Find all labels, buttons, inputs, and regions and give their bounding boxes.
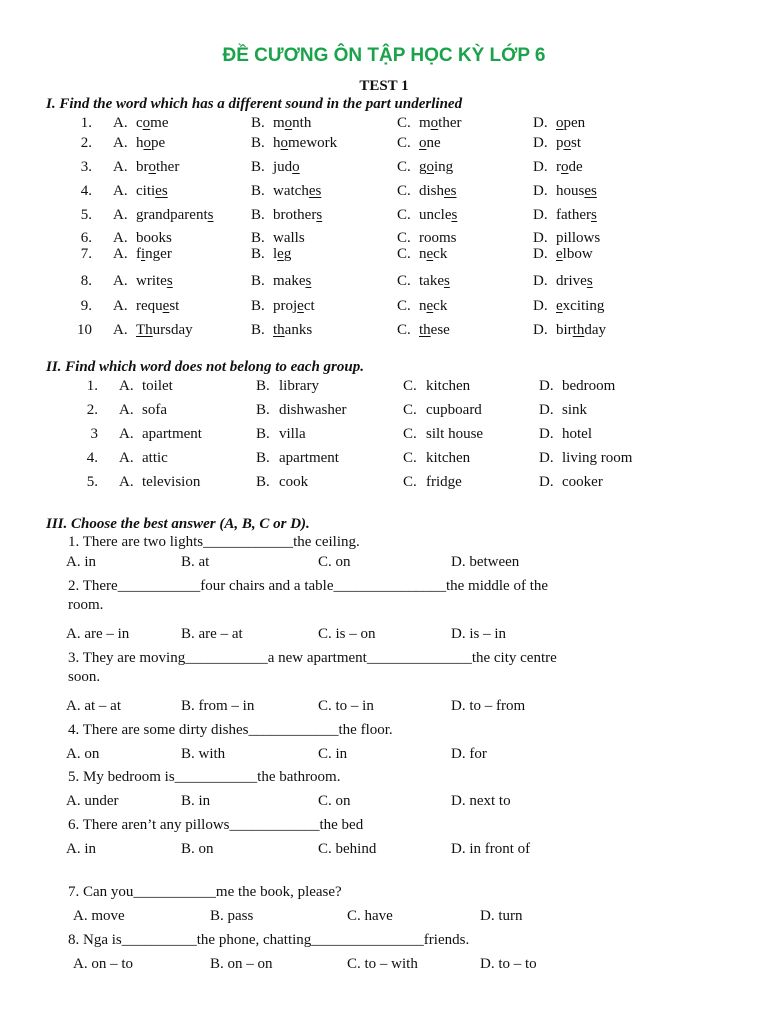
option-word: rode: [556, 159, 583, 175]
option-letter: D.: [533, 322, 548, 338]
question-text-continued: room.: [68, 597, 104, 613]
question-text: 1. There are two lights____________the ceiling.: [68, 534, 360, 550]
question-number: 6.: [80, 230, 92, 246]
option-word: homework: [273, 135, 338, 151]
option-word: living room: [562, 450, 633, 466]
underlined-part: o: [148, 159, 156, 175]
option-letter: A.: [119, 450, 134, 466]
option-word: these: [419, 322, 450, 338]
question-number: 10: [77, 322, 92, 338]
underlined-part: o: [556, 115, 564, 131]
option-letter: D.: [539, 378, 554, 394]
option-word: dishwasher: [279, 402, 347, 418]
option-letter: A.: [113, 159, 128, 175]
option-word: dishes: [419, 183, 457, 199]
option-word: drives: [556, 273, 593, 289]
option-letter: C.: [397, 230, 411, 246]
option-word: bedroom: [562, 378, 616, 394]
option-letter: C.: [397, 246, 411, 262]
option-letter: A.: [113, 115, 128, 131]
option-letter: B.: [251, 322, 265, 338]
option-word: television: [142, 474, 201, 490]
answer-option: A. in: [66, 841, 96, 857]
option-letter: B.: [256, 450, 270, 466]
answer-option: A. are – in: [66, 626, 130, 642]
test-label: TEST 1: [359, 78, 409, 94]
option-word: leg: [273, 246, 292, 262]
answer-option: A. on: [66, 746, 100, 762]
answer-option: C. is – on: [318, 626, 376, 642]
option-letter: C.: [397, 159, 411, 175]
option-letter: A.: [119, 426, 134, 442]
question-number: 2.: [86, 402, 98, 418]
option-letter: B.: [251, 159, 265, 175]
option-word: hope: [136, 135, 166, 151]
option-word: Thursday: [136, 322, 193, 338]
answer-option: B. at: [181, 554, 210, 570]
underlined-part: o: [142, 115, 151, 131]
underlined-part: o: [292, 159, 300, 175]
question-number: 4.: [80, 183, 92, 199]
option-letter: D.: [533, 159, 548, 175]
underlined-part: th: [419, 322, 431, 338]
answer-option: B. with: [181, 746, 226, 762]
option-word: attic: [142, 450, 168, 466]
option-word: kitchen: [426, 378, 471, 394]
option-word: watches: [273, 183, 322, 199]
answer-option: B. on: [181, 841, 214, 857]
option-word: exciting: [556, 298, 605, 314]
question-number: 1.: [80, 115, 92, 131]
underlined-part: s: [586, 273, 593, 289]
option-letter: B.: [251, 183, 265, 199]
answer-option: A. move: [73, 908, 125, 924]
option-word: villa: [279, 426, 306, 442]
question-text: 3. They are moving___________a new apartment______________the city centre: [68, 650, 557, 666]
option-word: library: [279, 378, 319, 394]
page-title: ĐỀ CƯƠNG ÔN TẬP HỌC KỲ LỚP 6: [222, 45, 546, 66]
option-word: cupboard: [426, 402, 482, 418]
option-letter: A.: [113, 273, 128, 289]
question-number: 5.: [80, 207, 92, 223]
answer-option: B. in: [181, 793, 211, 809]
option-word: thanks: [273, 322, 313, 338]
answer-option: D. turn: [480, 908, 523, 924]
option-letter: A.: [113, 246, 128, 262]
underlined-part: i: [141, 246, 146, 262]
option-word: apartment: [279, 450, 339, 466]
option-word: makes: [273, 273, 312, 289]
option-word: uncles: [419, 207, 458, 223]
option-word: month: [273, 115, 312, 131]
answer-option: B. are – at: [181, 626, 243, 642]
section-1-heading: I. Find the word which has a different sound in the part underlined: [46, 96, 463, 112]
option-word: post: [556, 135, 582, 151]
option-letter: A.: [113, 135, 128, 151]
underlined-part: o: [561, 159, 569, 175]
underlined-part: e: [556, 298, 563, 314]
answer-option: C. on: [318, 793, 351, 809]
option-word: books: [136, 230, 172, 246]
question-number: 2.: [80, 135, 92, 151]
option-letter: C.: [397, 183, 411, 199]
underlined-part: es: [584, 183, 597, 199]
option-word: toilet: [142, 378, 173, 394]
answer-option: B. pass: [210, 908, 254, 924]
option-letter: C.: [397, 135, 411, 151]
answer-option: D. between: [451, 554, 520, 570]
answer-option: D. to – to: [480, 956, 537, 972]
option-letter: D.: [533, 230, 548, 246]
option-word: cities: [136, 183, 168, 199]
option-letter: B.: [256, 426, 270, 442]
option-word: cook: [279, 474, 309, 490]
option-word: elbow: [556, 246, 593, 262]
underlined-part: o: [430, 115, 439, 131]
answer-option: C. have: [347, 908, 393, 924]
option-letter: C.: [397, 273, 411, 289]
option-letter: B.: [251, 207, 265, 223]
option-letter: A.: [119, 402, 134, 418]
option-word: houses: [556, 183, 597, 199]
option-letter: B.: [251, 230, 265, 246]
question-number: 4.: [86, 450, 98, 466]
option-letter: A.: [113, 322, 128, 338]
option-letter: A.: [113, 183, 128, 199]
option-letter: A.: [113, 230, 128, 246]
underlined-part: th: [273, 322, 285, 338]
underlined-part: s: [166, 273, 173, 289]
option-word: rooms: [419, 230, 457, 246]
underlined-part: es: [444, 183, 457, 199]
answer-option: C. in: [318, 746, 348, 762]
option-letter: D.: [539, 426, 554, 442]
option-word: neck: [419, 298, 448, 314]
underlined-part: e: [162, 298, 170, 314]
option-word: hotel: [562, 426, 592, 442]
option-letter: D.: [539, 450, 554, 466]
answer-option: D. is – in: [451, 626, 507, 642]
option-letter: D.: [533, 115, 548, 131]
option-letter: C.: [403, 474, 417, 490]
answer-option: D. next to: [451, 793, 511, 809]
underlined-part: o: [284, 115, 293, 131]
option-letter: D.: [533, 246, 548, 262]
answer-option: A. in: [66, 554, 96, 570]
option-word: mother: [419, 115, 462, 131]
question-text: 2. There___________four chairs and a table_______________the middle of the: [68, 578, 549, 594]
underlined-part: s: [451, 207, 458, 223]
underlined-part: th: [572, 322, 585, 338]
option-letter: D.: [533, 207, 548, 223]
underlined-part: s: [305, 273, 312, 289]
underlined-part: o: [563, 135, 571, 151]
option-letter: B.: [251, 115, 265, 131]
option-letter: D.: [539, 474, 554, 490]
option-letter: A.: [113, 298, 128, 314]
option-letter: C.: [403, 426, 417, 442]
option-letter: D.: [533, 273, 548, 289]
option-word: cooker: [562, 474, 603, 490]
option-word: grandparents: [136, 207, 214, 223]
question-number: 3.: [80, 159, 92, 175]
underlined-part: e: [426, 246, 434, 262]
option-letter: C.: [403, 378, 417, 394]
question-number: 3: [90, 426, 98, 442]
option-word: writes: [136, 273, 173, 289]
option-word: apartment: [142, 426, 202, 442]
option-letter: A.: [113, 207, 128, 223]
answer-option: D. in front of: [451, 841, 531, 857]
question-number: 1.: [86, 378, 98, 394]
answer-option: A. at – at: [66, 698, 121, 714]
option-letter: C.: [397, 298, 411, 314]
underlined-part: o: [426, 159, 434, 175]
underlined-part: s: [316, 207, 323, 223]
option-letter: B.: [251, 246, 265, 262]
option-word: brothers: [273, 207, 323, 223]
option-letter: B.: [256, 378, 270, 394]
option-word: neck: [419, 246, 448, 262]
underlined-part: o: [280, 135, 288, 151]
option-letter: C.: [403, 402, 417, 418]
option-letter: A.: [119, 378, 134, 394]
underlined-part: es: [308, 183, 322, 199]
option-letter: C.: [397, 115, 411, 131]
option-word: project: [273, 298, 315, 314]
underlined-part: e: [297, 298, 304, 314]
option-word: takes: [419, 273, 450, 289]
option-word: sink: [562, 402, 588, 418]
option-letter: D.: [539, 402, 554, 418]
option-letter: C.: [403, 450, 417, 466]
underlined-part: o: [419, 135, 427, 151]
answer-option: A. under: [66, 793, 119, 809]
question-number: 5.: [86, 474, 98, 490]
option-letter: C.: [397, 322, 411, 338]
question-number: 7.: [80, 246, 92, 262]
option-word: kitchen: [426, 450, 471, 466]
option-letter: D.: [533, 298, 548, 314]
option-word: fathers: [556, 207, 597, 223]
question-text-continued: soon.: [68, 669, 101, 685]
answer-option: C. to – with: [347, 956, 418, 972]
question-text: 7. Can you___________me the book, please?: [68, 884, 342, 900]
answer-option: B. on – on: [210, 956, 273, 972]
question-text: 5. My bedroom is___________the bathroom.: [68, 769, 341, 785]
answer-option: C. behind: [318, 841, 377, 857]
option-word: judo: [273, 159, 300, 175]
option-word: brother: [136, 159, 180, 175]
answer-option: B. from – in: [181, 698, 255, 714]
section-2-heading: II. Find which word does not belong to each group.: [46, 359, 364, 375]
underlined-part: s: [443, 273, 450, 289]
option-word: birthday: [556, 322, 607, 338]
option-letter: B.: [251, 273, 265, 289]
option-letter: D.: [533, 135, 548, 151]
answer-option: D. to – from: [451, 698, 526, 714]
underlined-part: e: [426, 298, 434, 314]
underlined-part: s: [590, 207, 597, 223]
option-word: sofa: [142, 402, 167, 418]
answer-option: A. on – to: [73, 956, 133, 972]
question-number: 8.: [80, 273, 92, 289]
option-word: request: [136, 298, 180, 314]
option-letter: B.: [251, 298, 265, 314]
option-word: going: [419, 159, 454, 175]
option-word: one: [419, 135, 441, 151]
option-letter: D.: [533, 183, 548, 199]
option-letter: B.: [256, 402, 270, 418]
question-text: 8. Nga is__________the phone, chatting_______________friends.: [68, 932, 470, 948]
option-letter: A.: [119, 474, 134, 490]
underlined-part: s: [207, 207, 214, 223]
option-word: open: [556, 115, 586, 131]
underlined-part: e: [277, 246, 284, 262]
option-word: finger: [136, 246, 172, 262]
answer-option: D. for: [451, 746, 487, 762]
underlined-part: Th: [136, 322, 153, 338]
option-word: walls: [273, 230, 305, 246]
question-number: 9.: [80, 298, 92, 314]
option-letter: B.: [256, 474, 270, 490]
option-word: pillows: [556, 230, 601, 246]
option-letter: C.: [397, 207, 411, 223]
option-word: fridge: [426, 474, 462, 490]
answer-option: C. to – in: [318, 698, 374, 714]
underlined-part: es: [155, 183, 168, 199]
option-letter: B.: [251, 135, 265, 151]
option-word: come: [136, 115, 169, 131]
question-text: 6. There aren’t any pillows____________the bed: [68, 817, 364, 833]
answer-option: C. on: [318, 554, 351, 570]
option-word: silt house: [426, 426, 484, 442]
underlined-part: o: [143, 135, 151, 151]
section-3-heading: III. Choose the best answer (A, B, C or D).: [46, 516, 310, 532]
question-text: 4. There are some dirty dishes____________the floor.: [68, 722, 393, 738]
underlined-part: e: [556, 246, 563, 262]
